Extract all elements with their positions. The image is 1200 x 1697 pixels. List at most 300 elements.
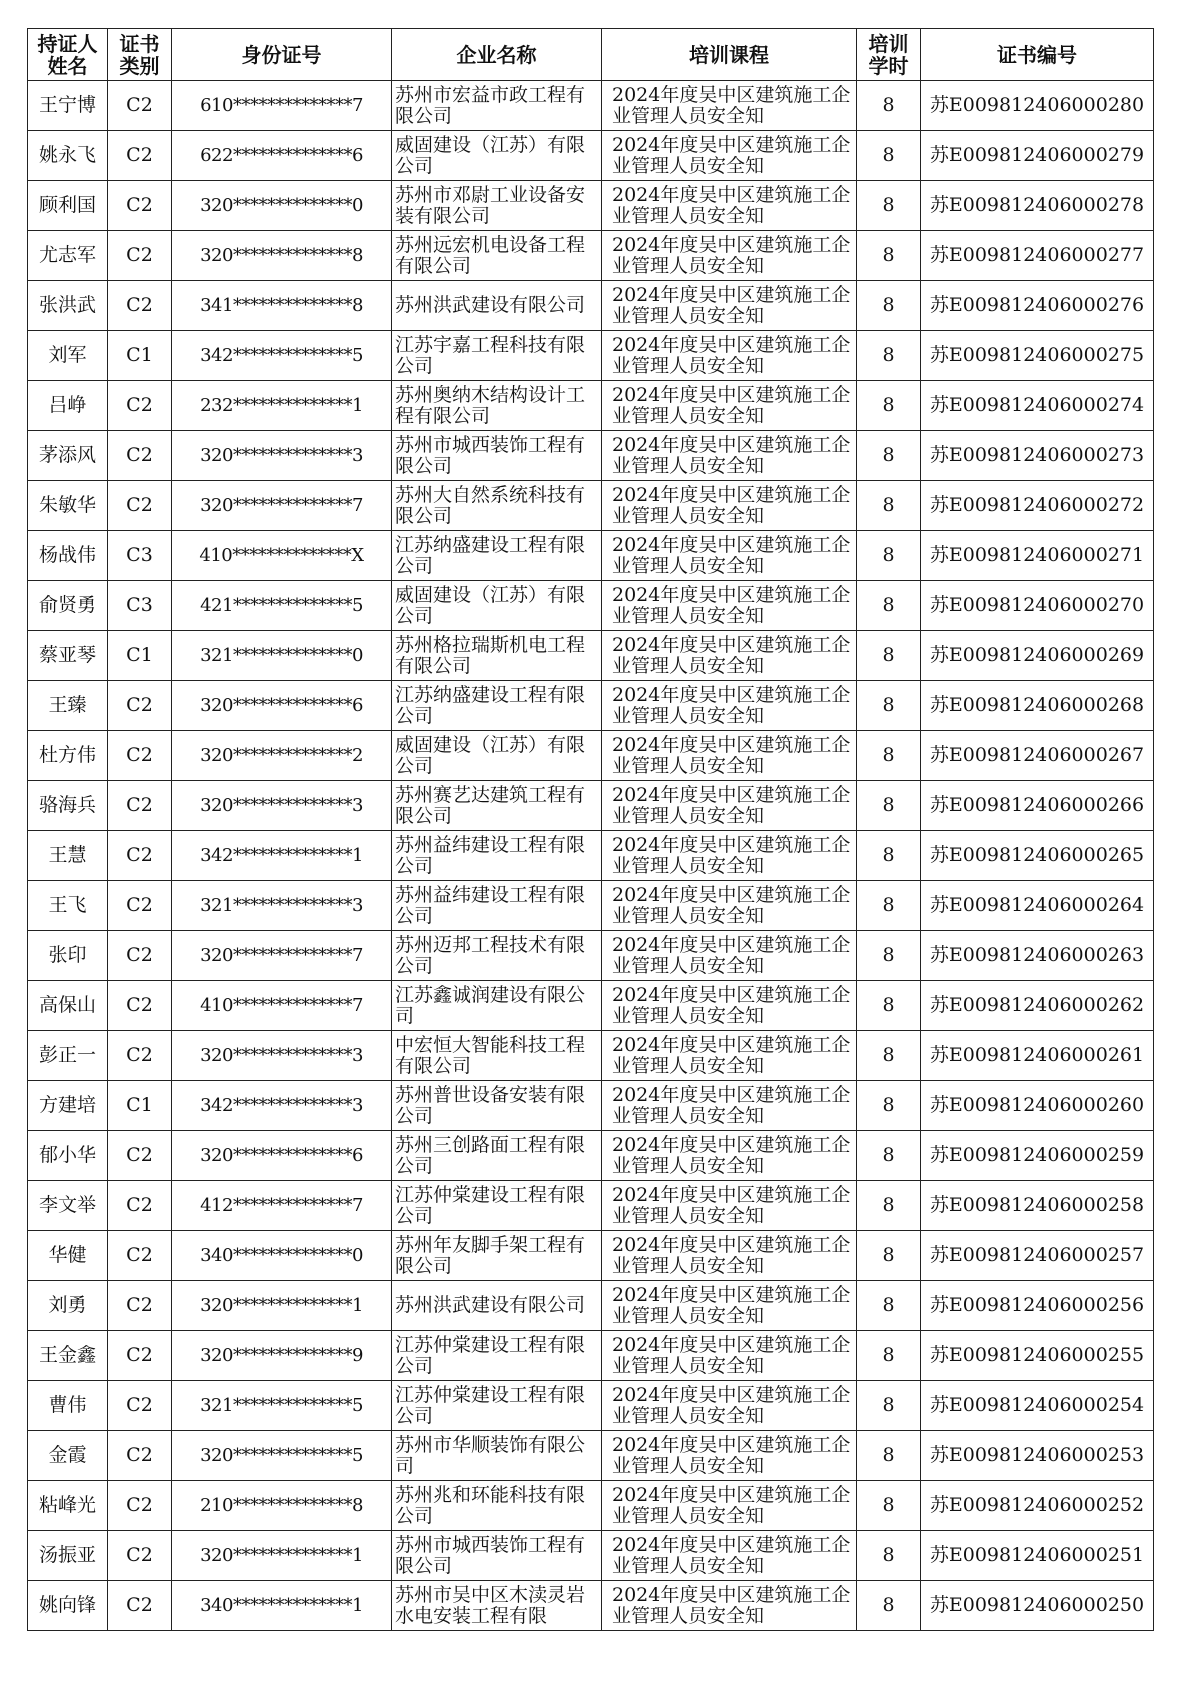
- cell-company: [392, 1431, 602, 1481]
- cell-course: [602, 881, 857, 931]
- cell-category: C2: [108, 381, 172, 431]
- cell-name: 顾利国: [28, 181, 108, 231]
- cell-certificate-no: 苏E009812406000263: [921, 931, 1154, 981]
- table-row: [28, 1281, 1154, 1331]
- cell-course: [602, 181, 857, 231]
- header-company: 企业名称: [392, 29, 602, 81]
- cell-company-text: 苏州洪武建设有限公司: [395, 295, 586, 316]
- cell-hours: 8: [857, 331, 921, 381]
- cell-certificate-no: 苏E009812406000254: [921, 1381, 1154, 1431]
- cell-company-text: 苏州市吴中区木渎灵岩水电安装工程有限: [395, 1584, 586, 1627]
- cell-name: 粘峰光: [28, 1481, 108, 1531]
- cell-company-text: 中宏恒大智能科技工程有限公司: [395, 1034, 586, 1077]
- cell-company: [392, 531, 602, 581]
- cell-certificate-no: 苏E009812406000280: [921, 81, 1154, 131]
- cell-company-text: 苏州普世设备安装有限公司: [395, 1084, 586, 1127]
- cell-course: [602, 781, 857, 831]
- cell-certificate-no: 苏E009812406000267: [921, 731, 1154, 781]
- cell-category: C3: [108, 581, 172, 631]
- cell-company: [392, 831, 602, 881]
- cell-course: [602, 331, 857, 381]
- cell-course: [602, 631, 857, 681]
- cell-company-text: 江苏仲棠建设工程有限公司: [395, 1334, 586, 1377]
- cell-id-number: 210**************8: [172, 1481, 392, 1531]
- cell-certificate-no: 苏E009812406000261: [921, 1031, 1154, 1081]
- cell-course-text: 2024年度吴中区建筑施工企业管理人员安全知: [612, 1235, 851, 1276]
- cell-name: 高保山: [28, 981, 108, 1031]
- cell-certificate-no: 苏E009812406000272: [921, 481, 1154, 531]
- cell-id-number: 410**************X: [172, 531, 392, 581]
- cell-id-number: 340**************0: [172, 1231, 392, 1281]
- cell-hours: 8: [857, 1231, 921, 1281]
- cell-category: C2: [108, 1031, 172, 1081]
- cell-course: [602, 1281, 857, 1331]
- cell-company-text: 苏州年友脚手架工程有限公司: [395, 1234, 586, 1277]
- cell-hours: 8: [857, 881, 921, 931]
- cell-hours: 8: [857, 1031, 921, 1081]
- table-row: [28, 931, 1154, 981]
- cell-course-text: 2024年度吴中区建筑施工企业管理人员安全知: [612, 1035, 851, 1076]
- cell-company-text: 苏州赛艺达建筑工程有限公司: [395, 784, 586, 827]
- cell-certificate-no: 苏E009812406000276: [921, 281, 1154, 331]
- cell-company: [392, 981, 602, 1031]
- cell-course-text: 2024年度吴中区建筑施工企业管理人员安全知: [612, 1335, 851, 1376]
- cell-course-text: 2024年度吴中区建筑施工企业管理人员安全知: [612, 585, 851, 626]
- cell-certificate-no: 苏E009812406000278: [921, 181, 1154, 231]
- cell-course: [602, 1481, 857, 1531]
- header-row: [28, 29, 1154, 81]
- cell-category: C2: [108, 781, 172, 831]
- cell-company-text: 苏州远宏机电设备工程有限公司: [395, 234, 586, 277]
- cell-category: C2: [108, 81, 172, 131]
- header-course: 培训课程: [602, 29, 857, 81]
- cell-category: C2: [108, 1431, 172, 1481]
- table-row: [28, 281, 1154, 331]
- cell-id-number: 341**************8: [172, 281, 392, 331]
- cell-category: C2: [108, 131, 172, 181]
- cell-name: 王慧: [28, 831, 108, 881]
- cell-company-text: 苏州奥纳木结构设计工程有限公司: [395, 384, 586, 427]
- cell-category: C2: [108, 881, 172, 931]
- cell-id-number: 320**************6: [172, 1131, 392, 1181]
- cell-id-number: 340**************1: [172, 1581, 392, 1631]
- cell-course-text: 2024年度吴中区建筑施工企业管理人员安全知: [612, 85, 851, 126]
- cell-id-number: 320**************5: [172, 1431, 392, 1481]
- cell-company: [392, 1331, 602, 1381]
- cell-course-text: 2024年度吴中区建筑施工企业管理人员安全知: [612, 185, 851, 226]
- cell-course-text: 2024年度吴中区建筑施工企业管理人员安全知: [612, 785, 851, 826]
- cell-name: 曹伟: [28, 1381, 108, 1431]
- cell-course-text: 2024年度吴中区建筑施工企业管理人员安全知: [612, 385, 851, 426]
- cell-hours: 8: [857, 381, 921, 431]
- cell-course-text: 2024年度吴中区建筑施工企业管理人员安全知: [612, 335, 851, 376]
- cell-company: [392, 231, 602, 281]
- cell-company-text: 江苏鑫诚润建设有限公司: [395, 984, 586, 1027]
- cell-company: [392, 1031, 602, 1081]
- cell-hours: 8: [857, 981, 921, 1031]
- cell-id-number: 622**************6: [172, 131, 392, 181]
- cell-name: 茅添风: [28, 431, 108, 481]
- table-row: [28, 1581, 1154, 1631]
- cell-company: [392, 1181, 602, 1231]
- table-row: [28, 581, 1154, 631]
- cell-hours: 8: [857, 81, 921, 131]
- table-row: [28, 881, 1154, 931]
- cell-company-text: 江苏仲棠建设工程有限公司: [395, 1384, 586, 1427]
- table-row: [28, 131, 1154, 181]
- cell-course: [602, 131, 857, 181]
- cell-hours: 8: [857, 1181, 921, 1231]
- cell-id-number: 320**************3: [172, 1031, 392, 1081]
- cell-course: [602, 581, 857, 631]
- cell-certificate-no: 苏E009812406000270: [921, 581, 1154, 631]
- cell-category: C2: [108, 481, 172, 531]
- cell-hours: 8: [857, 581, 921, 631]
- cell-category: C2: [108, 1581, 172, 1631]
- cell-category: C2: [108, 1331, 172, 1381]
- cell-hours: 8: [857, 481, 921, 531]
- cell-id-number: 610**************7: [172, 81, 392, 131]
- cell-course-text: 2024年度吴中区建筑施工企业管理人员安全知: [612, 985, 851, 1026]
- cell-id-number: 321**************5: [172, 1381, 392, 1431]
- cell-course-text: 2024年度吴中区建筑施工企业管理人员安全知: [612, 1485, 851, 1526]
- cell-name: 华健: [28, 1231, 108, 1281]
- certificate-table: [27, 28, 1154, 1631]
- cell-certificate-no: 苏E009812406000252: [921, 1481, 1154, 1531]
- cell-course-text: 2024年度吴中区建筑施工企业管理人员安全知: [612, 485, 851, 526]
- cell-company: [392, 281, 602, 331]
- cell-course: [602, 1081, 857, 1131]
- cell-course-text: 2024年度吴中区建筑施工企业管理人员安全知: [612, 1535, 851, 1576]
- cell-company: [392, 931, 602, 981]
- table-row: [28, 1231, 1154, 1281]
- cell-course-text: 2024年度吴中区建筑施工企业管理人员安全知: [612, 635, 851, 676]
- table-row: [28, 181, 1154, 231]
- cell-course-text: 2024年度吴中区建筑施工企业管理人员安全知: [612, 235, 851, 276]
- cell-category: C2: [108, 1131, 172, 1181]
- cell-course-text: 2024年度吴中区建筑施工企业管理人员安全知: [612, 735, 851, 776]
- cell-company: [392, 1231, 602, 1281]
- cell-course: [602, 1031, 857, 1081]
- cell-company-text: 威固建设（江苏）有限公司: [395, 734, 586, 777]
- cell-category: C2: [108, 1281, 172, 1331]
- cell-company-text: 苏州市城西装饰工程有限公司: [395, 1534, 586, 1577]
- table-row: [28, 1131, 1154, 1181]
- cell-name: 杜方伟: [28, 731, 108, 781]
- header-id-number: 身份证号: [172, 29, 392, 81]
- cell-id-number: 320**************9: [172, 1331, 392, 1381]
- cell-category: C1: [108, 631, 172, 681]
- cell-company-text: 江苏纳盛建设工程有限公司: [395, 684, 586, 727]
- cell-id-number: 320**************7: [172, 481, 392, 531]
- cell-company: [392, 1131, 602, 1181]
- cell-company: [392, 1581, 602, 1631]
- cell-course-text: 2024年度吴中区建筑施工企业管理人员安全知: [612, 935, 851, 976]
- cell-name: 张洪武: [28, 281, 108, 331]
- cell-company-text: 苏州迈邦工程技术有限公司: [395, 934, 586, 977]
- header-hours: 培训学时: [857, 29, 921, 81]
- cell-company: [392, 1531, 602, 1581]
- cell-certificate-no: 苏E009812406000266: [921, 781, 1154, 831]
- cell-category: C2: [108, 1381, 172, 1431]
- table-row: [28, 731, 1154, 781]
- table-row: [28, 681, 1154, 731]
- cell-hours: 8: [857, 1131, 921, 1181]
- cell-course: [602, 381, 857, 431]
- cell-hours: 8: [857, 731, 921, 781]
- table-row: [28, 531, 1154, 581]
- cell-hours: 8: [857, 1381, 921, 1431]
- cell-hours: 8: [857, 681, 921, 731]
- cell-id-number: 320**************1: [172, 1281, 392, 1331]
- cell-name: 姚永飞: [28, 131, 108, 181]
- table-row: [28, 331, 1154, 381]
- cell-company-text: 苏州益纬建设工程有限公司: [395, 834, 586, 877]
- cell-hours: 8: [857, 1481, 921, 1531]
- cell-course: [602, 481, 857, 531]
- cell-course-text: 2024年度吴中区建筑施工企业管理人员安全知: [612, 285, 851, 326]
- cell-category: C2: [108, 981, 172, 1031]
- cell-company: [392, 1481, 602, 1531]
- cell-company: [392, 1381, 602, 1431]
- cell-company: [392, 581, 602, 631]
- cell-company: [392, 81, 602, 131]
- cell-name: 汤振亚: [28, 1531, 108, 1581]
- cell-id-number: 320**************3: [172, 431, 392, 481]
- cell-certificate-no: 苏E009812406000259: [921, 1131, 1154, 1181]
- cell-course-text: 2024年度吴中区建筑施工企业管理人员安全知: [612, 1585, 851, 1626]
- cell-category: C2: [108, 681, 172, 731]
- cell-id-number: 232**************1: [172, 381, 392, 431]
- cell-course-text: 2024年度吴中区建筑施工企业管理人员安全知: [612, 885, 851, 926]
- table-row: [28, 1331, 1154, 1381]
- cell-hours: 8: [857, 631, 921, 681]
- cell-certificate-no: 苏E009812406000262: [921, 981, 1154, 1031]
- table-row: [28, 481, 1154, 531]
- cell-id-number: 320**************6: [172, 681, 392, 731]
- cell-course: [602, 981, 857, 1031]
- cell-hours: 8: [857, 931, 921, 981]
- cell-company: [392, 481, 602, 531]
- cell-company: [392, 681, 602, 731]
- cell-company-text: 威固建设（江苏）有限公司: [395, 584, 586, 627]
- cell-certificate-no: 苏E009812406000251: [921, 1531, 1154, 1581]
- cell-id-number: 320**************3: [172, 781, 392, 831]
- cell-certificate-no: 苏E009812406000260: [921, 1081, 1154, 1131]
- cell-hours: 8: [857, 281, 921, 331]
- cell-category: C1: [108, 1081, 172, 1131]
- header-name: 持证人姓名: [28, 29, 108, 81]
- cell-company-text: 江苏仲棠建设工程有限公司: [395, 1184, 586, 1227]
- cell-course: [602, 281, 857, 331]
- table-row: [28, 1531, 1154, 1581]
- cell-course: [602, 1431, 857, 1481]
- cell-company-text: 苏州洪武建设有限公司: [395, 1295, 586, 1316]
- cell-name: 李文举: [28, 1181, 108, 1231]
- table-row: [28, 431, 1154, 481]
- cell-hours: 8: [857, 231, 921, 281]
- table-row: [28, 1031, 1154, 1081]
- cell-certificate-no: 苏E009812406000273: [921, 431, 1154, 481]
- cell-company: [392, 331, 602, 381]
- cell-company: [392, 631, 602, 681]
- cell-company-text: 苏州益纬建设工程有限公司: [395, 884, 586, 927]
- cell-category: C2: [108, 1481, 172, 1531]
- table-row: [28, 1481, 1154, 1531]
- cell-course: [602, 1381, 857, 1431]
- cell-certificate-no: 苏E009812406000250: [921, 1581, 1154, 1631]
- cell-company: [392, 381, 602, 431]
- cell-certificate-no: 苏E009812406000265: [921, 831, 1154, 881]
- cell-company-text: 苏州市城西装饰工程有限公司: [395, 434, 586, 477]
- cell-certificate-no: 苏E009812406000255: [921, 1331, 1154, 1381]
- table-row: [28, 381, 1154, 431]
- cell-name: 蔡亚琴: [28, 631, 108, 681]
- cell-hours: 8: [857, 531, 921, 581]
- cell-name: 刘军: [28, 331, 108, 381]
- table-row: [28, 981, 1154, 1031]
- cell-id-number: 320**************2: [172, 731, 392, 781]
- cell-company-text: 威固建设（江苏）有限公司: [395, 134, 586, 177]
- cell-course: [602, 531, 857, 581]
- cell-name: 金霞: [28, 1431, 108, 1481]
- cell-course-text: 2024年度吴中区建筑施工企业管理人员安全知: [612, 1135, 851, 1176]
- cell-category: C2: [108, 831, 172, 881]
- cell-id-number: 321**************0: [172, 631, 392, 681]
- cell-course: [602, 1331, 857, 1381]
- cell-name: 姚向锋: [28, 1581, 108, 1631]
- table-body: [28, 81, 1154, 1631]
- cell-category: C2: [108, 1181, 172, 1231]
- cell-name: 张印: [28, 931, 108, 981]
- cell-certificate-no: 苏E009812406000253: [921, 1431, 1154, 1481]
- table-row: [28, 231, 1154, 281]
- cell-company: [392, 181, 602, 231]
- cell-id-number: 342**************1: [172, 831, 392, 881]
- cell-course: [602, 1231, 857, 1281]
- cell-name: 朱敏华: [28, 481, 108, 531]
- cell-id-number: 410**************7: [172, 981, 392, 1031]
- table-row: [28, 81, 1154, 131]
- cell-category: C2: [108, 181, 172, 231]
- cell-course-text: 2024年度吴中区建筑施工企业管理人员安全知: [612, 535, 851, 576]
- cell-name: 方建培: [28, 1081, 108, 1131]
- cell-name: 彭正一: [28, 1031, 108, 1081]
- cell-id-number: 421**************5: [172, 581, 392, 631]
- cell-id-number: 320**************1: [172, 1531, 392, 1581]
- cell-name: 俞贤勇: [28, 581, 108, 631]
- cell-course: [602, 931, 857, 981]
- cell-certificate-no: 苏E009812406000279: [921, 131, 1154, 181]
- cell-category: C1: [108, 331, 172, 381]
- cell-course-text: 2024年度吴中区建筑施工企业管理人员安全知: [612, 435, 851, 476]
- cell-certificate-no: 苏E009812406000268: [921, 681, 1154, 731]
- cell-course: [602, 1131, 857, 1181]
- cell-course: [602, 431, 857, 481]
- header-certificate-no: 证书编号: [921, 29, 1154, 81]
- cell-category: C3: [108, 531, 172, 581]
- cell-course: [602, 1181, 857, 1231]
- cell-hours: 8: [857, 1081, 921, 1131]
- cell-company: [392, 781, 602, 831]
- cell-company: [392, 881, 602, 931]
- table-row: [28, 631, 1154, 681]
- cell-course-text: 2024年度吴中区建筑施工企业管理人员安全知: [612, 1085, 851, 1126]
- cell-certificate-no: 苏E009812406000274: [921, 381, 1154, 431]
- cell-hours: 8: [857, 431, 921, 481]
- cell-hours: 8: [857, 781, 921, 831]
- cell-course-text: 2024年度吴中区建筑施工企业管理人员安全知: [612, 135, 851, 176]
- cell-category: C2: [108, 1531, 172, 1581]
- cell-certificate-no: 苏E009812406000269: [921, 631, 1154, 681]
- cell-company-text: 江苏宇嘉工程科技有限公司: [395, 334, 586, 377]
- cell-id-number: 320**************8: [172, 231, 392, 281]
- table-row: [28, 1431, 1154, 1481]
- cell-name: 杨战伟: [28, 531, 108, 581]
- cell-name: 郁小华: [28, 1131, 108, 1181]
- cell-course: [602, 731, 857, 781]
- cell-company-text: 苏州市邓尉工业设备安装有限公司: [395, 184, 586, 227]
- cell-course-text: 2024年度吴中区建筑施工企业管理人员安全知: [612, 1185, 851, 1226]
- cell-hours: 8: [857, 1331, 921, 1381]
- header-category: 证书类别: [108, 29, 172, 81]
- cell-company-text: 苏州大自然系统科技有限公司: [395, 484, 586, 527]
- table-row: [28, 1381, 1154, 1431]
- table-row: [28, 1081, 1154, 1131]
- cell-certificate-no: 苏E009812406000256: [921, 1281, 1154, 1331]
- cell-id-number: 342**************5: [172, 331, 392, 381]
- cell-course: [602, 1581, 857, 1631]
- cell-certificate-no: 苏E009812406000277: [921, 231, 1154, 281]
- cell-company-text: 苏州三创路面工程有限公司: [395, 1134, 586, 1177]
- cell-course: [602, 1531, 857, 1581]
- cell-hours: 8: [857, 1431, 921, 1481]
- cell-hours: 8: [857, 831, 921, 881]
- cell-name: 王飞: [28, 881, 108, 931]
- cell-id-number: 320**************7: [172, 931, 392, 981]
- cell-hours: 8: [857, 1281, 921, 1331]
- cell-certificate-no: 苏E009812406000258: [921, 1181, 1154, 1231]
- cell-course: [602, 681, 857, 731]
- table-row: [28, 781, 1154, 831]
- cell-category: C2: [108, 931, 172, 981]
- cell-course-text: 2024年度吴中区建筑施工企业管理人员安全知: [612, 1385, 851, 1426]
- cell-company: [392, 731, 602, 781]
- cell-hours: 8: [857, 1581, 921, 1631]
- cell-name: 刘勇: [28, 1281, 108, 1331]
- cell-course: [602, 81, 857, 131]
- cell-company-text: 苏州市宏益市政工程有限公司: [395, 84, 586, 127]
- cell-company: [392, 131, 602, 181]
- cell-course: [602, 231, 857, 281]
- cell-company-text: 江苏纳盛建设工程有限公司: [395, 534, 586, 577]
- cell-course-text: 2024年度吴中区建筑施工企业管理人员安全知: [612, 835, 851, 876]
- cell-certificate-no: 苏E009812406000257: [921, 1231, 1154, 1281]
- cell-certificate-no: 苏E009812406000275: [921, 331, 1154, 381]
- cell-hours: 8: [857, 131, 921, 181]
- cell-name: 王金鑫: [28, 1331, 108, 1381]
- cell-company: [392, 1281, 602, 1331]
- cell-company-text: 苏州格拉瑞斯机电工程有限公司: [395, 634, 586, 677]
- cell-hours: 8: [857, 181, 921, 231]
- cell-course-text: 2024年度吴中区建筑施工企业管理人员安全知: [612, 1435, 851, 1476]
- cell-category: C2: [108, 431, 172, 481]
- cell-id-number: 412**************7: [172, 1181, 392, 1231]
- cell-category: C2: [108, 231, 172, 281]
- cell-category: C2: [108, 731, 172, 781]
- cell-name: 吕峥: [28, 381, 108, 431]
- cell-hours: 8: [857, 1531, 921, 1581]
